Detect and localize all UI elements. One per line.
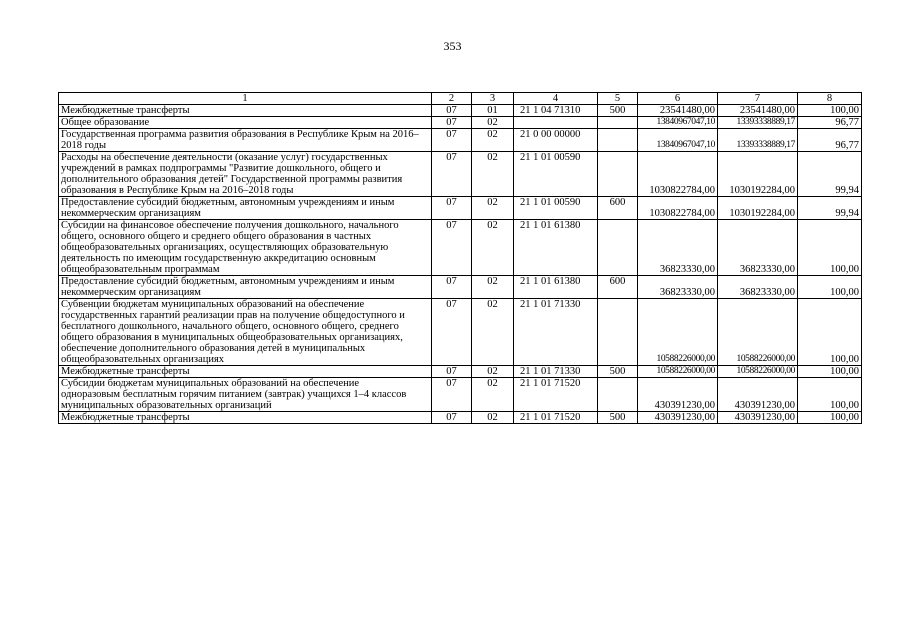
- executed-amount-cell: 36823330,00: [718, 220, 798, 276]
- column-number: 6: [638, 93, 718, 105]
- executed-amount-cell: 1030192284,00: [718, 197, 798, 220]
- column-number: 4: [514, 93, 598, 105]
- executed-amount-cell: 10588226000,00: [718, 366, 798, 378]
- expense-name-cell: [59, 412, 432, 424]
- target-article-cell: 21 1 01 00590: [514, 197, 598, 220]
- expense-name-cell: [59, 299, 432, 366]
- expense-name-cell: [59, 378, 432, 412]
- page-number: 353: [443, 39, 462, 53]
- target-article-cell: 21 1 01 00590: [514, 152, 598, 197]
- expense-name: Межбюджетные трансферты: [61, 366, 190, 377]
- section-cell: 07: [432, 276, 472, 299]
- subsection-cell: 02: [472, 412, 514, 424]
- target-article-cell: 21 1 01 61380: [514, 220, 598, 276]
- subsection-cell: 02: [472, 378, 514, 412]
- target-article-cell: 21 1 01 61380: [514, 276, 598, 299]
- percent-cell: 99,94: [798, 197, 862, 220]
- subsection-cell: 02: [472, 152, 514, 197]
- column-number: 1: [59, 93, 432, 105]
- expense-name-cell: [59, 197, 432, 220]
- subsection-cell: 02: [472, 276, 514, 299]
- percent-cell: 96,77: [798, 117, 862, 129]
- section-cell: 07: [432, 378, 472, 412]
- target-article-cell: [514, 117, 598, 129]
- column-number: 7: [718, 93, 798, 105]
- table-row: [59, 152, 862, 197]
- percent-cell: 100,00: [798, 220, 862, 276]
- table-row: [59, 366, 862, 378]
- planned-amount-cell: 10588226000,00: [638, 299, 718, 366]
- expense-name: Межбюджетные трансферты: [61, 412, 190, 423]
- target-article-cell: 21 1 04 71310: [514, 105, 598, 117]
- expense-name-cell: [59, 105, 432, 117]
- section-cell: 07: [432, 412, 472, 424]
- subsection-cell: 02: [472, 299, 514, 366]
- executed-amount-cell: 13393338889,17: [718, 117, 798, 129]
- expense-type-cell: 500: [598, 366, 638, 378]
- expense-type-cell: 500: [598, 412, 638, 424]
- table-row: [59, 276, 862, 299]
- section-cell: 07: [432, 117, 472, 129]
- expense-name: Расходы на обеспечение деятельности (оказание услуг) государственных учреждений в рамках подпрограммы "Развитие дошкольного, общего и дополнительного образования детей" Государственной программы развития образования в Республике Крым на 2016–2018 годы: [61, 152, 403, 196]
- table-row: [59, 299, 862, 366]
- expense-name-cell: [59, 117, 432, 129]
- expense-name: Предоставление субсидий бюджетным, автономным учреждениям и иным некоммерческим организациям: [61, 197, 395, 219]
- executed-amount-cell: 23541480,00: [718, 105, 798, 117]
- expense-name: Субсидии бюджетам муниципальных образований на обеспечение одноразовым бесплатным горячим питанием (завтрак) учащихся 1–4 классов муниципальных образовательных организаций: [61, 378, 407, 411]
- subsection-cell: 02: [472, 129, 514, 152]
- expense-name-cell: [59, 220, 432, 276]
- expense-type-cell: 600: [598, 276, 638, 299]
- table-row: [59, 412, 862, 424]
- expense-name-cell: [59, 366, 432, 378]
- expense-name: Субсидии на финансовое обеспечение получения дошкольного, начального общего, основного общего и среднего общего образования в частных общеобразовательных организациях, осуществляющих образовательную деятельность по имеющим государственную аккредитацию основным общеобразовательным программам: [61, 220, 399, 275]
- table-row: [59, 129, 862, 152]
- planned-amount-cell: 430391230,00: [638, 378, 718, 412]
- planned-amount-cell: 1030822784,00: [638, 152, 718, 197]
- percent-cell: 100,00: [798, 378, 862, 412]
- section-cell: 07: [432, 129, 472, 152]
- target-article-cell: 21 0 00 00000: [514, 129, 598, 152]
- target-article-cell: 21 1 01 71330: [514, 299, 598, 366]
- expense-type-cell: [598, 299, 638, 366]
- percent-cell: 100,00: [798, 412, 862, 424]
- percent-cell: 100,00: [798, 276, 862, 299]
- subsection-cell: 02: [472, 117, 514, 129]
- expense-name: Межбюджетные трансферты: [61, 105, 190, 116]
- executed-amount-cell: 36823330,00: [718, 276, 798, 299]
- expense-name: Общее образование: [61, 117, 150, 128]
- expense-type-cell: [598, 152, 638, 197]
- subsection-cell: 02: [472, 220, 514, 276]
- expense-name: Субвенции бюджетам муниципальных образований на обеспечение государственных гарантий реализации прав на получение общедоступного и бесплатного дошкольного, начального общего, основного общего, среднего общего образования в муниципальных общеобразовательных организациях, обеспечение дополнительного образования детей в муниципальных общеобразовательных организациях: [61, 299, 405, 365]
- section-cell: 07: [432, 197, 472, 220]
- planned-amount-cell: 1030822784,00: [638, 197, 718, 220]
- percent-cell: 96,77: [798, 129, 862, 152]
- budget-table: [58, 92, 862, 424]
- section-cell: 07: [432, 105, 472, 117]
- expense-type-cell: [598, 129, 638, 152]
- section-cell: 07: [432, 366, 472, 378]
- section-cell: 07: [432, 299, 472, 366]
- percent-cell: 100,00: [798, 105, 862, 117]
- planned-amount-cell: 36823330,00: [638, 276, 718, 299]
- planned-amount-cell: 36823330,00: [638, 220, 718, 276]
- expense-type-cell: 600: [598, 197, 638, 220]
- section-cell: 07: [432, 152, 472, 197]
- column-number: 5: [598, 93, 638, 105]
- expense-name: Предоставление субсидий бюджетным, автономным учреждениям и иным некоммерческим организациям: [61, 276, 395, 298]
- executed-amount-cell: 430391230,00: [718, 412, 798, 424]
- expense-type-cell: [598, 220, 638, 276]
- executed-amount-cell: 1030192284,00: [718, 152, 798, 197]
- expense-type-cell: [598, 117, 638, 129]
- executed-amount-cell: 430391230,00: [718, 378, 798, 412]
- planned-amount-cell: 10588226000,00: [638, 366, 718, 378]
- table-row: [59, 197, 862, 220]
- executed-amount-cell: 13393338889,17: [718, 129, 798, 152]
- target-article-cell: 21 1 01 71520: [514, 378, 598, 412]
- expense-name-cell: [59, 152, 432, 197]
- expense-type-cell: [598, 378, 638, 412]
- section-cell: 07: [432, 220, 472, 276]
- percent-cell: 100,00: [798, 299, 862, 366]
- subsection-cell: 02: [472, 366, 514, 378]
- planned-amount-cell: 13840967047,10: [638, 129, 718, 152]
- expense-name: Государственная программа развития образования в Республике Крым на 2016–2018 годы: [61, 129, 419, 151]
- expense-type-cell: 500: [598, 105, 638, 117]
- expense-name-cell: [59, 276, 432, 299]
- column-number: 2: [432, 93, 472, 105]
- column-number: 3: [472, 93, 514, 105]
- table-row: [59, 105, 862, 117]
- expense-name-cell: [59, 129, 432, 152]
- target-article-cell: 21 1 01 71330: [514, 366, 598, 378]
- planned-amount-cell: 430391230,00: [638, 412, 718, 424]
- table-row: [59, 378, 862, 412]
- table-row: [59, 117, 862, 129]
- column-number: 8: [798, 93, 862, 105]
- column-number-row: [59, 93, 862, 105]
- planned-amount-cell: 13840967047,10: [638, 117, 718, 129]
- percent-cell: 100,00: [798, 366, 862, 378]
- target-article-cell: 21 1 01 71520: [514, 412, 598, 424]
- table-row: [59, 220, 862, 276]
- subsection-cell: 01: [472, 105, 514, 117]
- subsection-cell: 02: [472, 197, 514, 220]
- percent-cell: 99,94: [798, 152, 862, 197]
- executed-amount-cell: 10588226000,00: [718, 299, 798, 366]
- planned-amount-cell: 23541480,00: [638, 105, 718, 117]
